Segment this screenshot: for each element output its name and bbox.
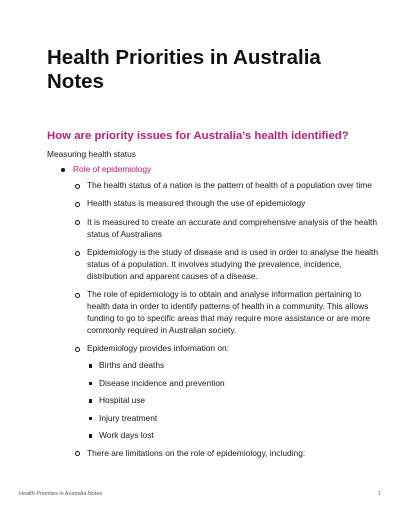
point-item: The role of epidemiology is to obtain and analyse information pertaining to health data in order to identify patterns of health in a community. This allows funding to go to specific areas that may require more assistance or are more commonly required in Australian society. <box>75 289 381 337</box>
point-item: The health status of a nation is the pattern of health of a population over time <box>75 180 381 192</box>
point-list <box>75 180 381 460</box>
info-item: Disease incidence and prevention <box>89 378 381 389</box>
info-item: Work days lost <box>89 430 381 441</box>
topic-item <box>61 164 381 460</box>
section-heading: How are priority issues for Australia’s health identified? <box>47 130 349 142</box>
point-item: Epidemiology is the study of disease and is used in order to analyse the health status of a population. It involves studying the prevalence, incidence, distribution and apparent causes of a disease. <box>75 247 381 283</box>
info-item: Hospital use <box>89 395 381 406</box>
point-item: It is measured to create an accurate and comprehensive analysis of the health status of Australians <box>75 217 381 241</box>
point-item: Health status is measured through the use of epidemiology <box>75 198 381 210</box>
footer-page-number: 1 <box>377 491 381 497</box>
point-item: There are limitations on the role of epidemiology, including: <box>75 448 381 460</box>
document-title: Health Priorities in Australia Notes <box>47 46 321 93</box>
subheading: Measuring health status <box>47 149 136 159</box>
footer-doc-name: Health Priorities in Australia Notes <box>19 491 103 497</box>
info-item: Births and deaths <box>89 360 381 371</box>
point-text: Epidemiology provides information on: <box>87 343 229 354</box>
info-list <box>89 360 381 441</box>
point-item-with-sublist <box>75 343 381 441</box>
info-item: Injury treatment <box>89 413 381 424</box>
topic-list <box>61 164 381 466</box>
topic-label[interactable]: Role of epidemiology <box>61 164 381 175</box>
